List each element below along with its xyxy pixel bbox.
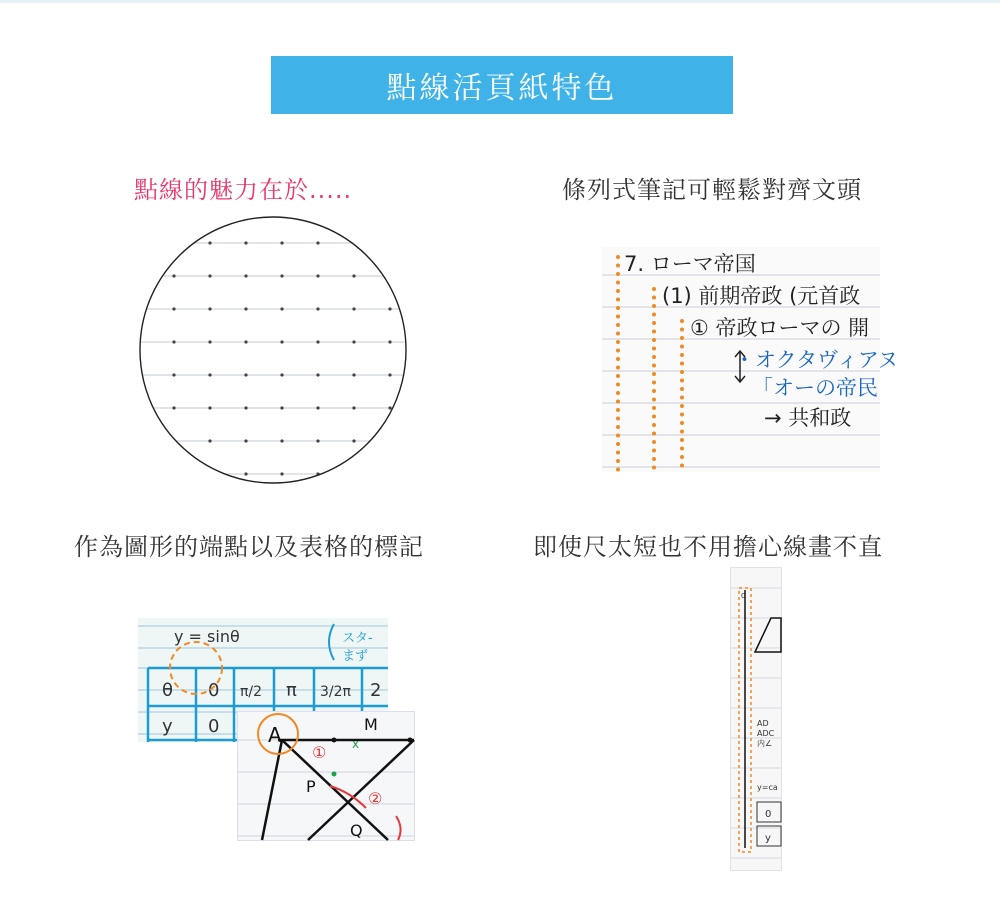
margin-note: 内∠ [757, 739, 773, 748]
margin-note: y [765, 833, 771, 844]
note-line-4: ・オクタヴィアヌ [734, 348, 899, 372]
table-cell: θ [162, 680, 174, 701]
feature-heading-straight-lines: 即使尺太短也不用擔心線畫不直 [533, 533, 883, 561]
note-line-2: (1) 前期帝政 (元首政 [662, 284, 861, 308]
page-title-banner [271, 56, 733, 114]
point-a-label: A [268, 723, 282, 747]
point-x-label: x [352, 737, 360, 751]
feature-heading-bullet-align: 條列式筆記可輕鬆對齊文頭 [562, 176, 862, 204]
feature-heading-graph-markers: 作為圖形的端點以及表格的標記 [74, 533, 424, 561]
note-line-6: → 共和政 [764, 406, 852, 430]
margin-note: y=ca [757, 783, 778, 792]
page-title: 點線活頁紙特色 [386, 71, 618, 106]
table-cell: 3/2π [320, 684, 351, 700]
margin-note: AD [757, 719, 769, 728]
note-mazu: まず [342, 649, 369, 664]
note-line-1: 7. ローマ帝国 [624, 252, 756, 276]
note-sta: スタ- [342, 631, 373, 646]
feature-heading-dot-charm: 點線的魅力在於..... [134, 176, 353, 204]
table-cell: 2 [370, 680, 382, 701]
formula-label: y = sinθ [174, 627, 240, 646]
point-m-label: M [364, 715, 378, 734]
geometry-sample [238, 712, 414, 840]
dot-grid-circle-illustration [138, 210, 408, 490]
note-line-5: 「オーの帝民 [752, 376, 878, 400]
table-cell: y [162, 716, 173, 737]
margin-note: ADC [757, 729, 775, 738]
table-cell: 0 [208, 716, 220, 737]
table-cell: 0 [208, 680, 220, 701]
point-q-label: Q [350, 821, 363, 840]
top-divider [0, 0, 1000, 3]
margin-note: 0 [765, 809, 772, 820]
note-line-3: ① 帝政ローマの 開 [690, 316, 870, 340]
table-cell: π/2 [240, 684, 263, 700]
bullet-notes-sample [602, 247, 899, 472]
mark-one: ① [312, 743, 327, 762]
mark-two: ② [368, 789, 383, 808]
table-cell: π [286, 680, 297, 701]
short-ruler-sample [731, 568, 781, 870]
svg-text:0: 0 [741, 592, 746, 600]
point-p-label: P [306, 777, 316, 796]
